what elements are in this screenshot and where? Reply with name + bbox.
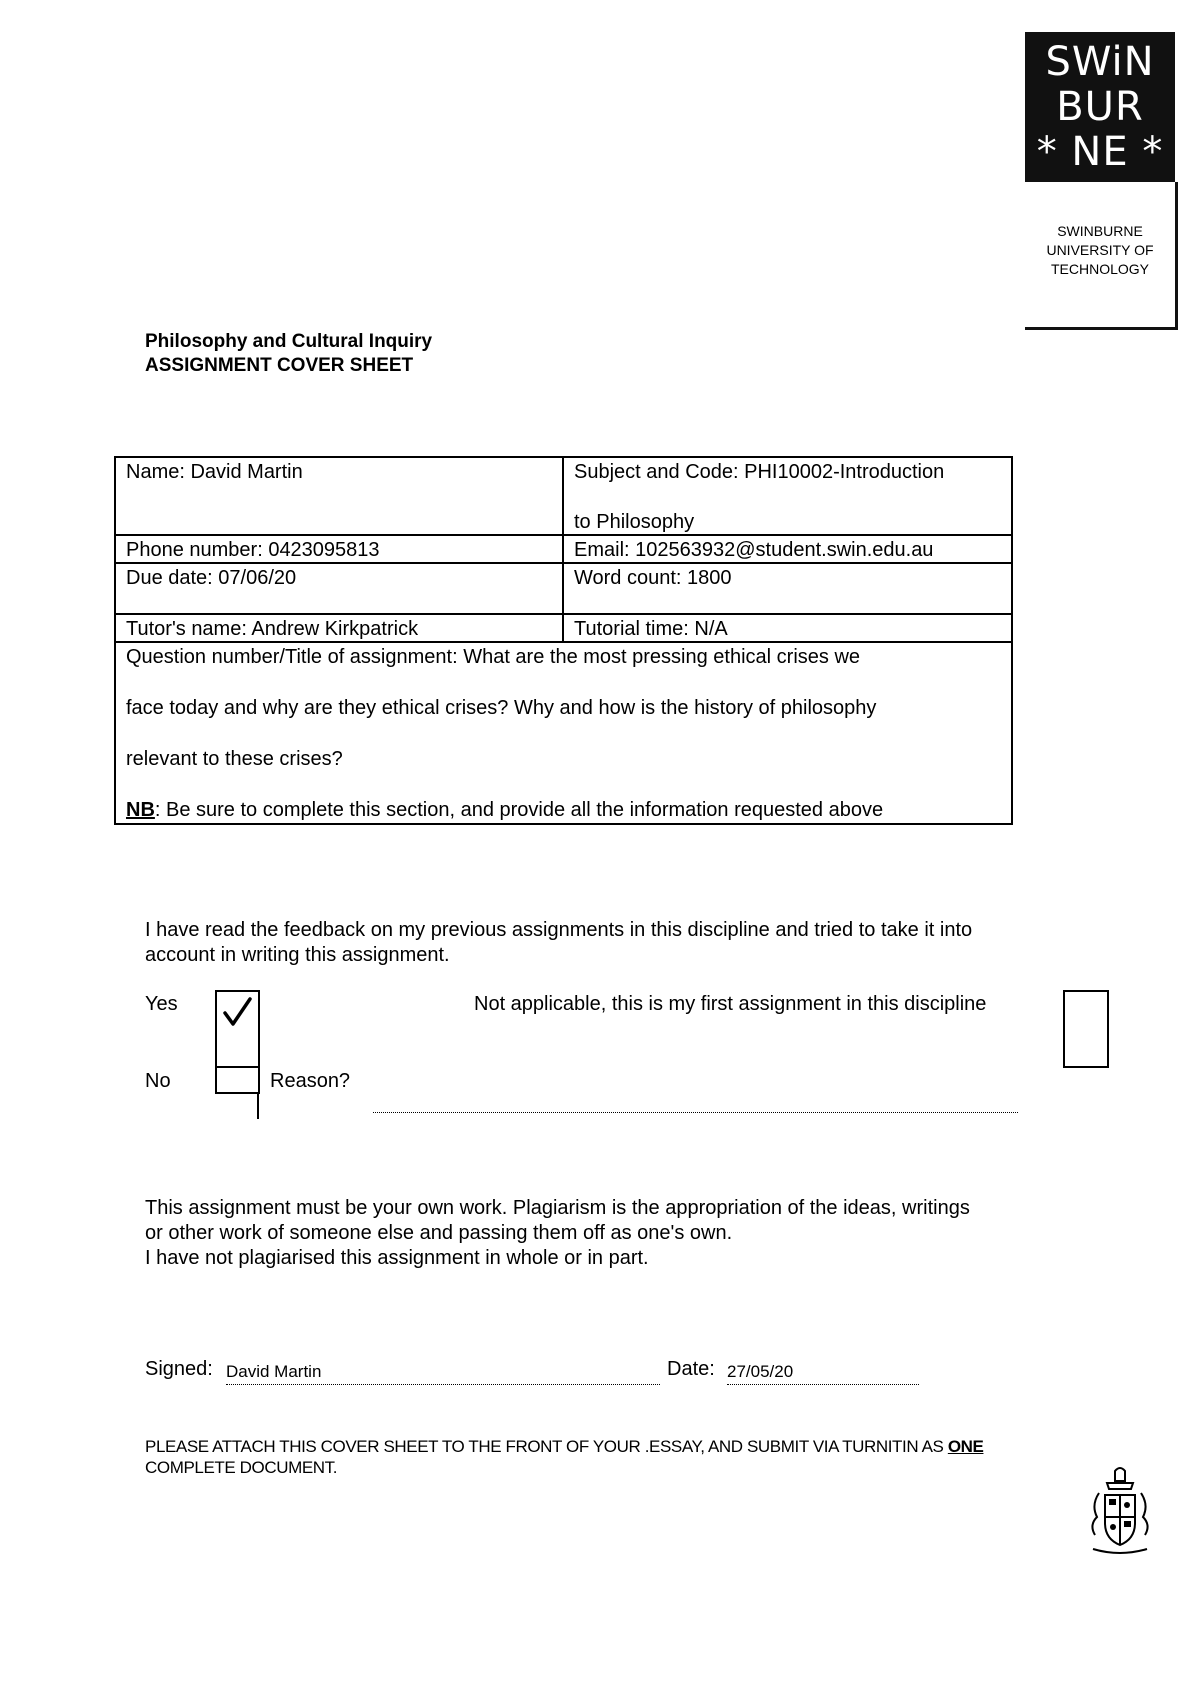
swinburne-logo (1025, 32, 1175, 182)
subject-line-2: to Philosophy (574, 511, 695, 533)
tutor-cell: Tutor's name: Andrew Kirkpatrick (115, 614, 563, 642)
declaration (145, 1196, 970, 1271)
reason-label: Reason? (270, 1070, 351, 1092)
due-date-cell: Due date: 07/06/20 (115, 563, 563, 614)
feedback-line-2: account in writing this assignment. (145, 944, 450, 966)
attach-text: PLEASE ATTACH THIS COVER SHEET TO THE FRONT OF YOUR .ESSAY, AND SUBMIT VIA TURNITIN AS (145, 1437, 948, 1456)
declaration-line-1: This assignment must be your own work. Plagiarism is the appropriation of the ideas, writings (145, 1197, 970, 1219)
logo-subtitle-line-1: SWINBURNE (1057, 223, 1143, 239)
logo-bracket-bottom (1025, 327, 1178, 330)
date-value: 27/05/20 (727, 1362, 794, 1381)
subject-cell (563, 457, 1012, 535)
attach-line-2: COMPLETE DOCUMENT. (145, 1458, 338, 1477)
yes-checkbox[interactable] (215, 990, 260, 1068)
logo-subtitle-line-2: UNIVERSITY OF (1046, 242, 1154, 258)
feedback-line-1: I have read the feedback on my previous assignments in this discipline and tried to take it into (145, 919, 973, 941)
signature-field[interactable] (226, 1360, 660, 1385)
divider-line (257, 1092, 259, 1119)
declaration-line-3: I have not plagiarised this assignment in whole or in part. (145, 1247, 649, 1269)
nb-text: : Be sure to complete this section, and provide all the information requested above (154, 799, 884, 821)
nb-note (126, 798, 1001, 823)
question-line-1: Question number/Title of assignment: What are the most pressing ethical crises we (126, 646, 861, 668)
feedback-statement (145, 918, 972, 968)
checkmark-icon (217, 992, 258, 1032)
subject-line-1: Subject and Code: PHI10002-Introduction (574, 461, 945, 483)
email-cell: Email: 102563932@student.swin.edu.au (563, 535, 1012, 563)
nb-label: NB (126, 799, 155, 821)
assignment-details-table (114, 456, 1013, 825)
logo-word-line-1: SWiN (1045, 39, 1155, 85)
crest-icon (1085, 1465, 1155, 1560)
no-label: No (145, 1070, 171, 1092)
no-checkbox[interactable] (215, 1066, 260, 1094)
attach-line-1 (145, 1436, 983, 1457)
question-line-2: face today and why are they ethical crises? Why and how is the history of philosophy (126, 697, 877, 719)
tutorial-time-cell: Tutorial time: N/A (563, 614, 1012, 642)
signed-label: Signed: (145, 1358, 213, 1380)
declaration-line-2: or other work of someone else and passing them off as one's own. (145, 1222, 733, 1244)
word-count-cell: Word count: 1800 (563, 563, 1012, 614)
question-cell (115, 642, 1012, 824)
date-label: Date: (667, 1358, 715, 1380)
question-line-3: relevant to these crises? (126, 748, 343, 770)
attach-emphasis: ONE (947, 1437, 984, 1456)
department-name: Philosophy and Cultural Inquiry (145, 331, 433, 352)
phone-cell: Phone number: 0423095813 (115, 535, 563, 563)
page-heading (145, 330, 432, 378)
not-applicable-checkbox[interactable] (1063, 990, 1109, 1068)
logo-subtitle (1030, 222, 1170, 279)
name-cell: Name: David Martin (115, 457, 563, 535)
logo-word-line-2: BUR (1056, 84, 1144, 130)
yes-label: Yes (145, 993, 178, 1015)
logo-word-line-3: * NE * (1036, 129, 1164, 175)
date-field[interactable] (727, 1360, 919, 1385)
logo-bracket-right (1175, 182, 1178, 330)
attach-instruction (145, 1436, 983, 1478)
not-applicable-label: Not applicable, this is my first assignment in this discipline (474, 993, 987, 1015)
logo-subtitle-line-3: TECHNOLOGY (1050, 261, 1149, 277)
signature-value: David Martin (226, 1362, 322, 1381)
page-title: ASSIGNMENT COVER SHEET (145, 355, 414, 376)
reason-input[interactable] (373, 1112, 1018, 1113)
